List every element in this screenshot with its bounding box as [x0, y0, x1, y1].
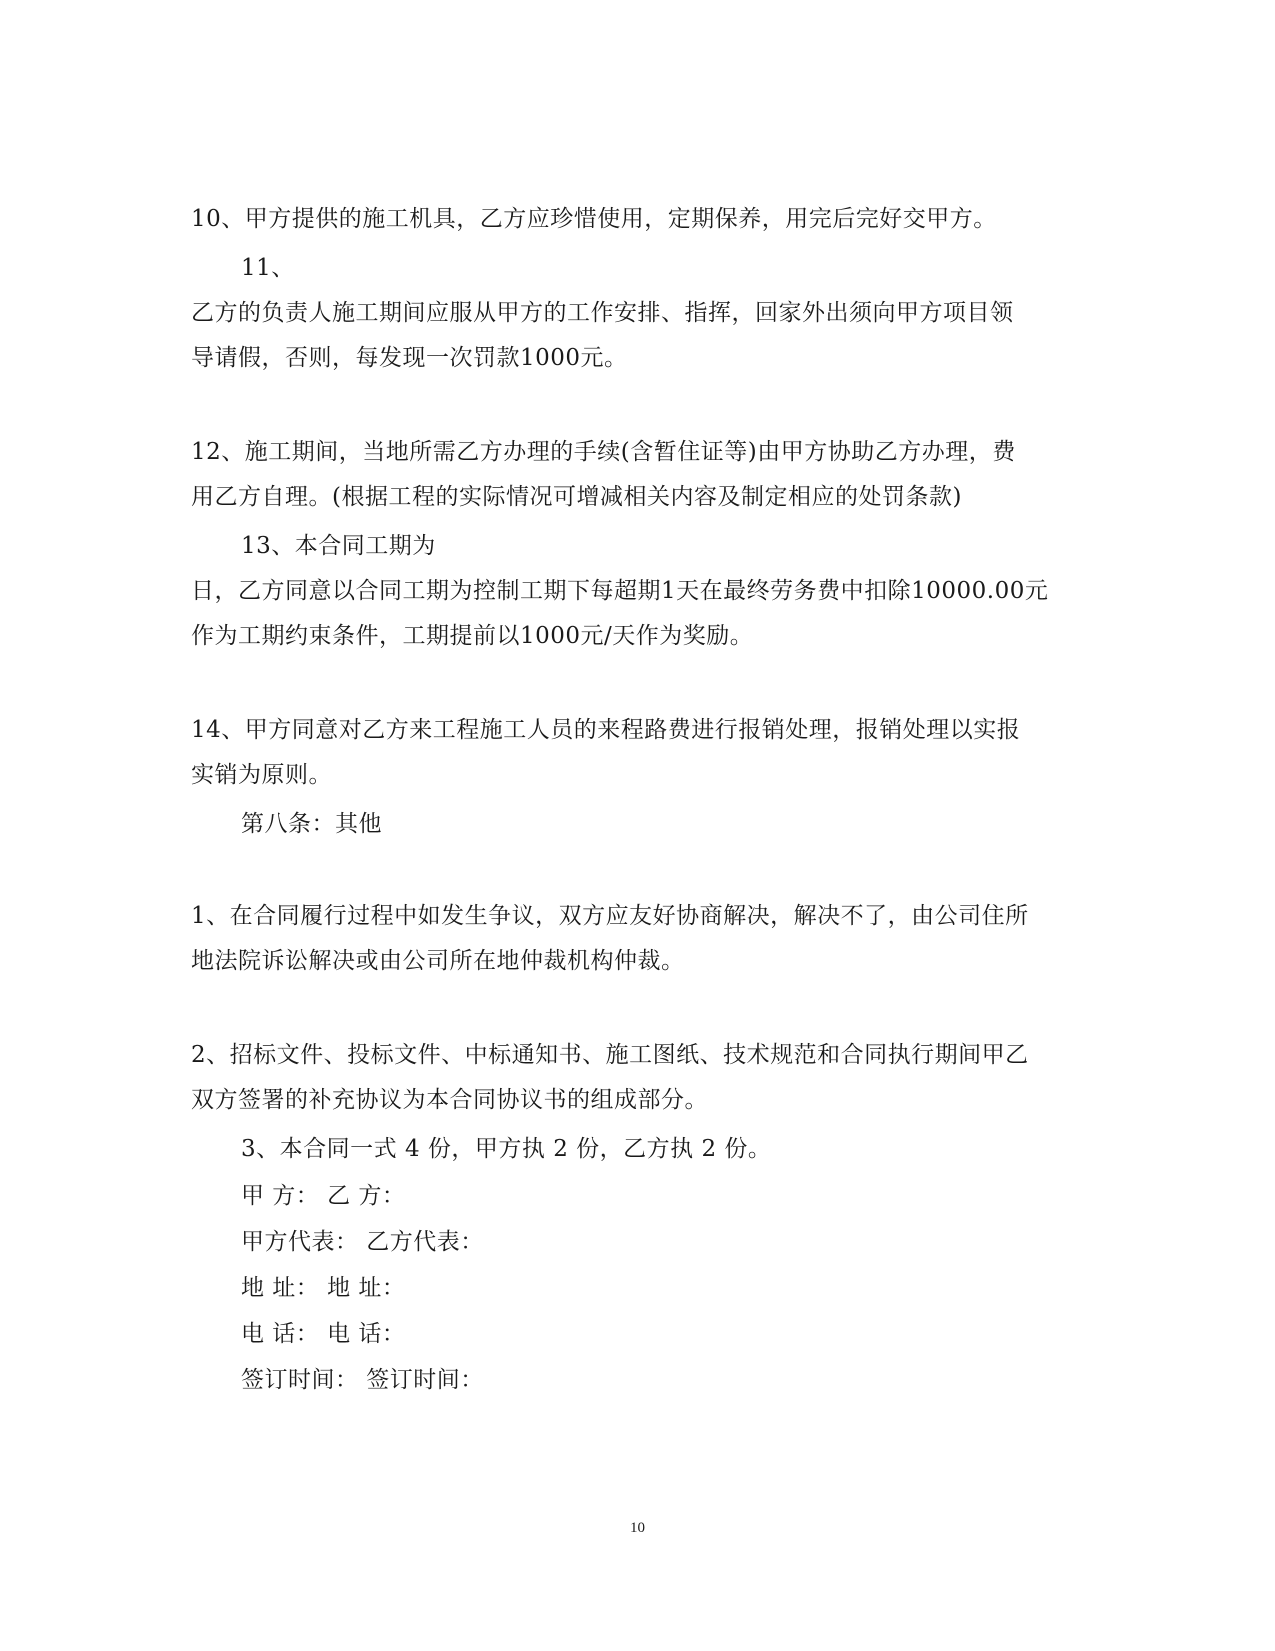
article-8-item-3: 3、本合同一式 4 份，甲方执 2 份，乙方执 2 份。 [241, 1136, 772, 1162]
clause-12-line-2: 用乙方自理。(根据工程的实际情况可增减相关内容及制定相应的处罚条款) [191, 484, 962, 510]
clause-11-number: 11、 [241, 255, 295, 281]
clause-11-line-1: 乙方的负责人施工期间应服从甲方的工作安排、指挥，回家外出须向甲方项目领 [191, 300, 1014, 326]
clause-12-line-1: 12、施工期间，当地所需乙方办理的手续(含暂住证等)由甲方协助乙方办理，费 [191, 439, 1016, 465]
article-8-heading: 第八条：其他 [241, 811, 382, 837]
article-8-item-2-line-1: 2、招标文件、投标文件、中标通知书、施工图纸、技术规范和合同执行期间甲乙 [191, 1042, 1029, 1068]
page-number: 10 [630, 1520, 645, 1536]
signature-date: 签订时间： 签订时间： [241, 1367, 484, 1393]
signature-representative: 甲方代表： 乙方代表： [241, 1229, 484, 1255]
clause-14-line-2: 实销为原则。 [191, 762, 332, 788]
clause-13-line-2: 作为工期约束条件，工期提前以1000元/天作为奖励。 [191, 623, 754, 649]
signature-address: 地 址： 地 址： [241, 1275, 406, 1301]
clause-11-line-2: 导请假，否则，每发现一次罚款1000元。 [191, 345, 628, 371]
signature-party: 甲 方： 乙 方： [241, 1183, 406, 1209]
article-8-item-1-line-2: 地法院诉讼解决或由公司所在地仲裁机构仲裁。 [191, 948, 685, 974]
clause-13-number: 13、本合同工期为 [241, 533, 436, 559]
clause-14-line-1: 14、甲方同意对乙方来工程施工人员的来程路费进行报销处理，报销处理以实报 [191, 717, 1021, 743]
article-8-item-2-line-2: 双方签署的补充协议为本合同协议书的组成部分。 [191, 1087, 708, 1113]
article-8-item-1-line-1: 1、在合同履行过程中如发生争议，双方应友好协商解决，解决不了，由公司住所 [191, 903, 1029, 929]
clause-10-line-1: 10、甲方提供的施工机具，乙方应珍惜使用，定期保养，用完后完好交甲方。 [191, 206, 997, 232]
signature-phone: 电 话： 电 话： [241, 1321, 406, 1347]
clause-13-line-1: 日，乙方同意以合同工期为控制工期下每超期1天在最终劳务费中扣除10000.00元 [191, 578, 1049, 604]
